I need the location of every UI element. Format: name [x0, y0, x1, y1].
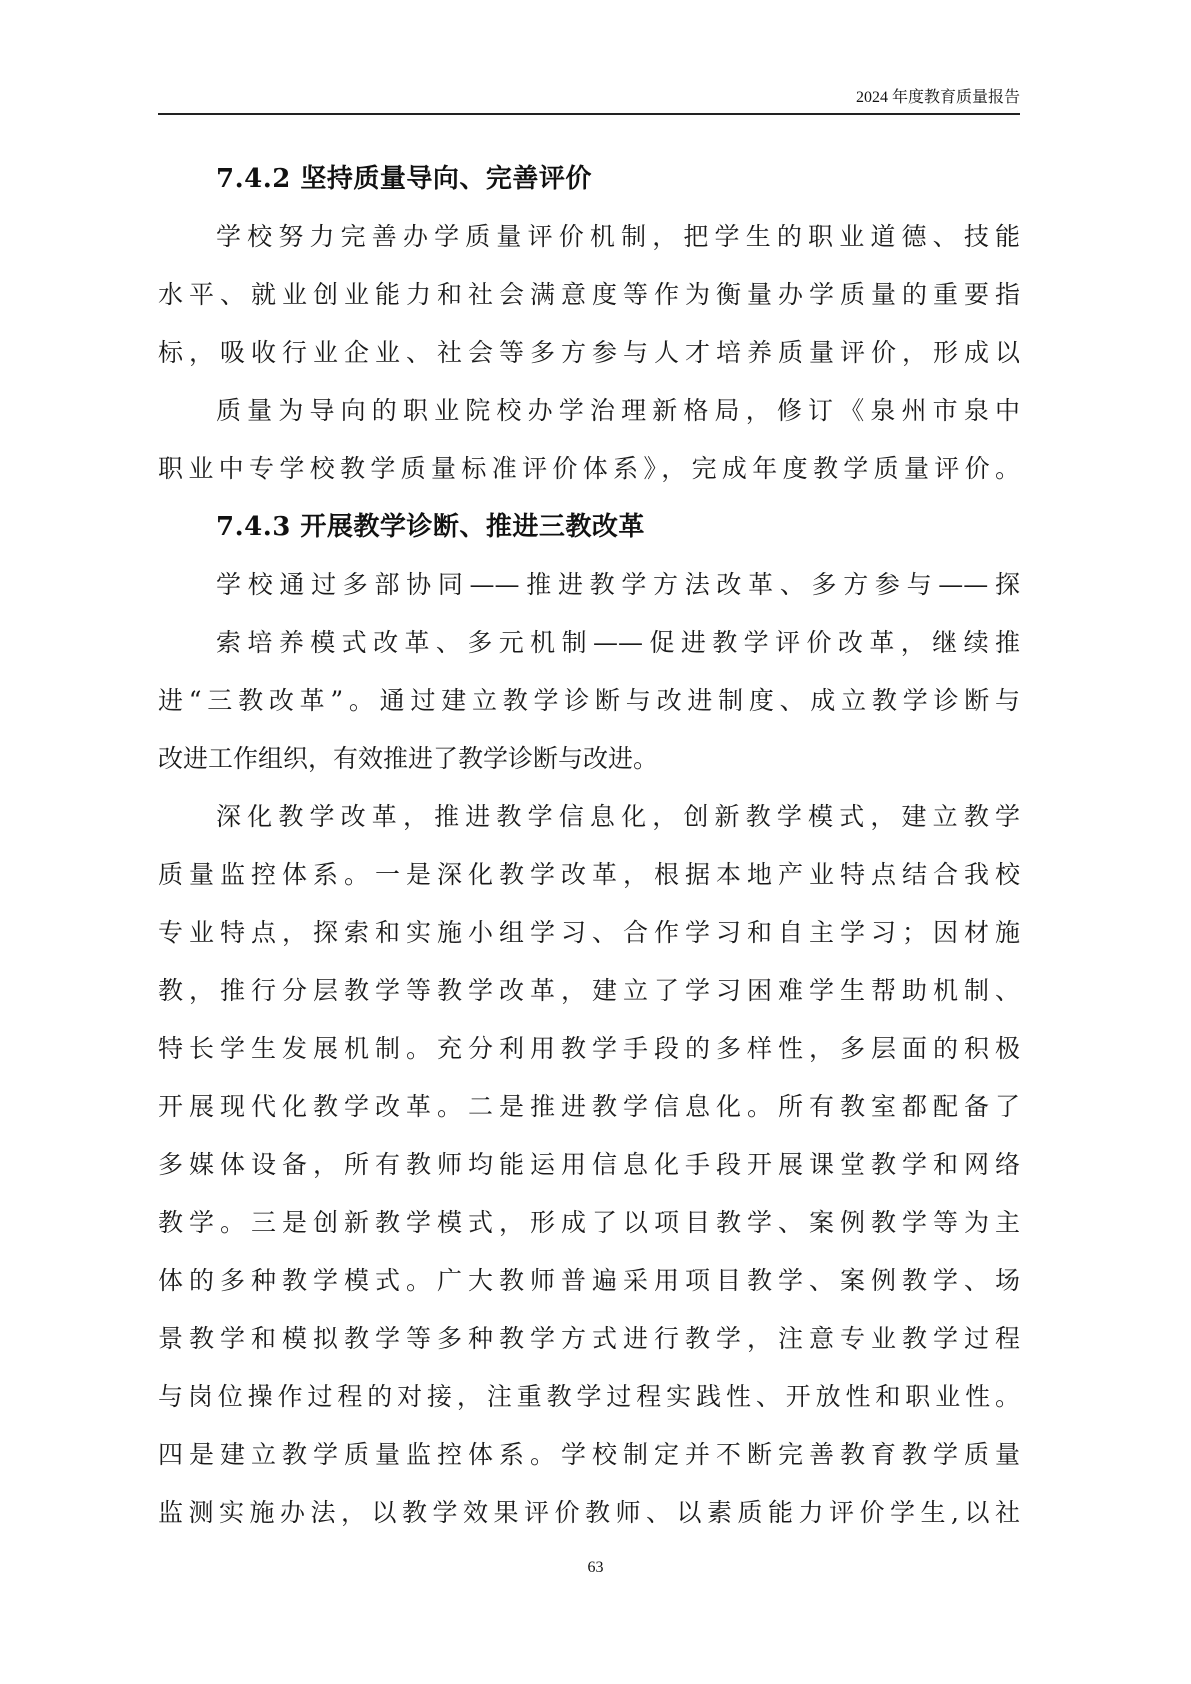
paragraph-line: 质量为导向的职业院校办学治理新格局，修订《泉州市泉中 [216, 396, 1020, 425]
paragraph-line: 索培养模式改革、多元机制——促进教学评价改革，继续推 [216, 628, 1020, 657]
paragraph-line: 教学。三是创新教学模式，形成了以项目教学、案例教学等为主 [158, 1208, 1020, 1237]
paragraph-line: 开展现代化教学改革。二是推进教学信息化。所有教室都配备了 [158, 1092, 1020, 1121]
paragraph-line: 与岗位操作过程的对接，注重教学过程实践性、开放性和职业性。 [158, 1382, 1020, 1411]
page-number: 63 [587, 1559, 604, 1576]
paragraph-line: 质量监控体系。一是深化教学改革，根据本地产业特点结合我校 [158, 860, 1020, 889]
page-body [158, 150, 1020, 1542]
paragraph-line: 监测实施办法，以教学效果评价教师、以素质能力评价学生,以社 [158, 1498, 1020, 1527]
paragraph-line: 学校努力完善办学质量评价机制，把学生的职业道德、技能 [216, 222, 1020, 251]
paragraph-line: 进“三教改革”。通过建立教学诊断与改进制度、成立教学诊断与 [158, 686, 1020, 715]
paragraph-line: 职业中专学校教学质量标准评价体系》，完成年度教学质量评价。 [158, 454, 1020, 483]
paragraph-line: 水平、就业创业能力和社会满意度等作为衡量办学质量的重要指 [158, 280, 1020, 309]
report-header-title: 2024 年度教育质量报告 [855, 89, 1020, 106]
paragraph-line: 学校通过多部协同——推进教学方法改革、多方参与——探 [216, 570, 1020, 599]
paragraph-line: 改进工作组织，有效推进了教学诊断与改进。 [158, 744, 659, 773]
section-heading-7-4-2: 7.4.2 坚持质量导向、完善评价 [216, 164, 592, 194]
paragraph-line: 四是建立教学质量监控体系。学校制定并不断完善教育教学质量 [158, 1440, 1020, 1469]
paragraph-line: 教，推行分层教学等教学改革，建立了学习困难学生帮助机制、 [158, 976, 1020, 1005]
paragraph-line: 体的多种教学模式。广大教师普遍采用项目教学、案例教学、场 [158, 1266, 1020, 1295]
header-divider [158, 113, 1020, 115]
paragraph-line: 景教学和模拟教学等多种教学方式进行教学，注意专业教学过程 [158, 1324, 1020, 1353]
section-heading-7-4-3: 7.4.3 开展教学诊断、推进三教改革 [216, 512, 645, 542]
paragraph-line: 多媒体设备，所有教师均能运用信息化手段开展课堂教学和网络 [158, 1150, 1020, 1179]
paragraph-line: 专业特点，探索和实施小组学习、合作学习和自主学习；因材施 [158, 918, 1020, 947]
paragraph-line: 标，吸收行业企业、社会等多方参与人才培养质量评价，形成以 [158, 338, 1020, 367]
paragraph-line: 深化教学改革，推进教学信息化，创新教学模式，建立教学 [216, 802, 1020, 831]
paragraph-line: 特长学生发展机制。充分利用教学手段的多样性，多层面的积极 [158, 1034, 1020, 1063]
